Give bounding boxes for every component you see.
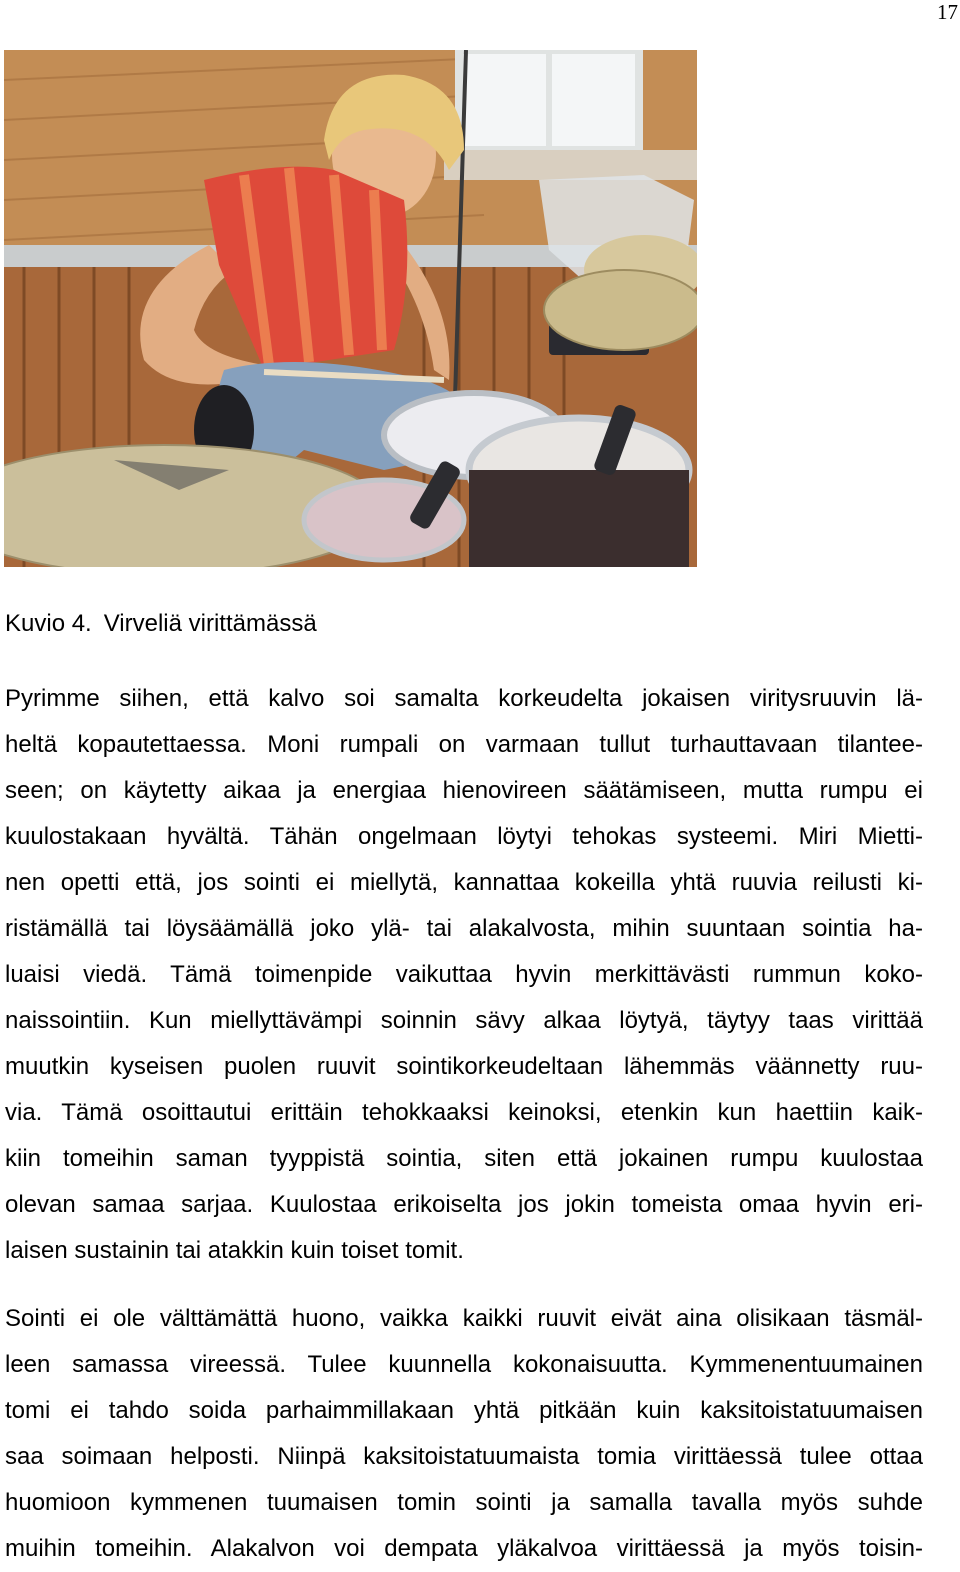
window-sill [444, 150, 697, 180]
figure-title: Virveliä virittämässä [103, 610, 317, 637]
page-number: 17 [937, 0, 958, 24]
paragraph-line: huomioon kymmenen tuumaisen tomin sointi ja samalla tavalla myös suhde [5, 1489, 923, 1516]
paragraph-line: Pyrimme siihen, että kalvo soi samalta korkeudelta jokaisen viritysruuvin lä- [5, 685, 923, 712]
figure-label: Kuvio 4. [5, 610, 92, 637]
paragraph-line: ristämällä tai löysäämällä joko ylä- tai alakalvosta, mihin suuntaan sointia ha- [5, 915, 923, 942]
paragraph-line: naissointiin. Kun miellyttävämpi soinnin sävy alkaa löytyä, täytyy taas virittää [5, 1007, 923, 1034]
paragraph-line: saa soimaan helposti. Niinpä kaksitoistatuumaista tomia virittäessä tulee ottaa [5, 1443, 923, 1470]
paragraph-2 [5, 1296, 923, 1572]
figure-caption [5, 609, 317, 639]
paragraph-line: luaisi viedä. Tämä toimenpide vaikuttaa hyvin merkittävästi rummun koko- [5, 961, 923, 988]
paragraph-line: leen samassa vireessä. Tulee kuunnella kokonaisuutta. Kymmenentuumainen [5, 1351, 923, 1378]
paragraph-line: tomi ei tahdo soida parhaimmillakaan yhtä pitkään kuin kaksitoistatuumaisen [5, 1397, 923, 1424]
paragraph-1 [5, 676, 923, 1274]
cymbal-right [544, 270, 697, 350]
paragraph-line: seen; on käytetty aikaa ja energiaa hienovireen säätämiseen, mutta rumpu ei [5, 777, 923, 804]
paragraph-line: muihin tomeihin. Alakalvon voi dempata yläkalvoa virittäessä ja myös toisin- [5, 1535, 923, 1562]
drummer-photo-illustration [4, 50, 697, 567]
paragraph-line: Sointi ei ole välttämättä huono, vaikka kaikki ruuvit eivät aina olisikaan täsmäl- [5, 1305, 923, 1332]
paragraph-line: kiin tomeihin saman tyyppistä sointia, siten että jokainen rumpu kuulostaa [5, 1145, 923, 1172]
paragraph-line: via. Tämä osoittautui erittäin tehokkaaksi keinoksi, etenkin kun haettiin kaik- [5, 1099, 923, 1126]
paragraph-line: heltä kopautettaessa. Moni rumpali on varmaan tullut turhauttavaan tilantee- [5, 731, 923, 758]
paragraph-line: laisen sustainin tai atakkin kuin toiset tomit. [5, 1237, 464, 1264]
paragraph-line: olevan samaa sarjaa. Kuulostaa erikoiselta jos jokin tomeista omaa hyvin eri- [5, 1191, 923, 1218]
figure-photo [4, 50, 697, 567]
paragraph-line: muutkin kyseisen puolen ruuvit sointikorkeudeltaan lähemmäs väännetty ruu- [5, 1053, 923, 1080]
tom-shell [469, 470, 689, 567]
paragraph-line: kuulostakaan hyvältä. Tähän ongelmaan löytyi tehokas systeemi. Miri Mietti- [5, 823, 923, 850]
paragraph-line: nen opetti että, jos sointi ei miellytä, kannattaa kokeilla yhtä ruuvia reilusti ki- [5, 869, 923, 896]
